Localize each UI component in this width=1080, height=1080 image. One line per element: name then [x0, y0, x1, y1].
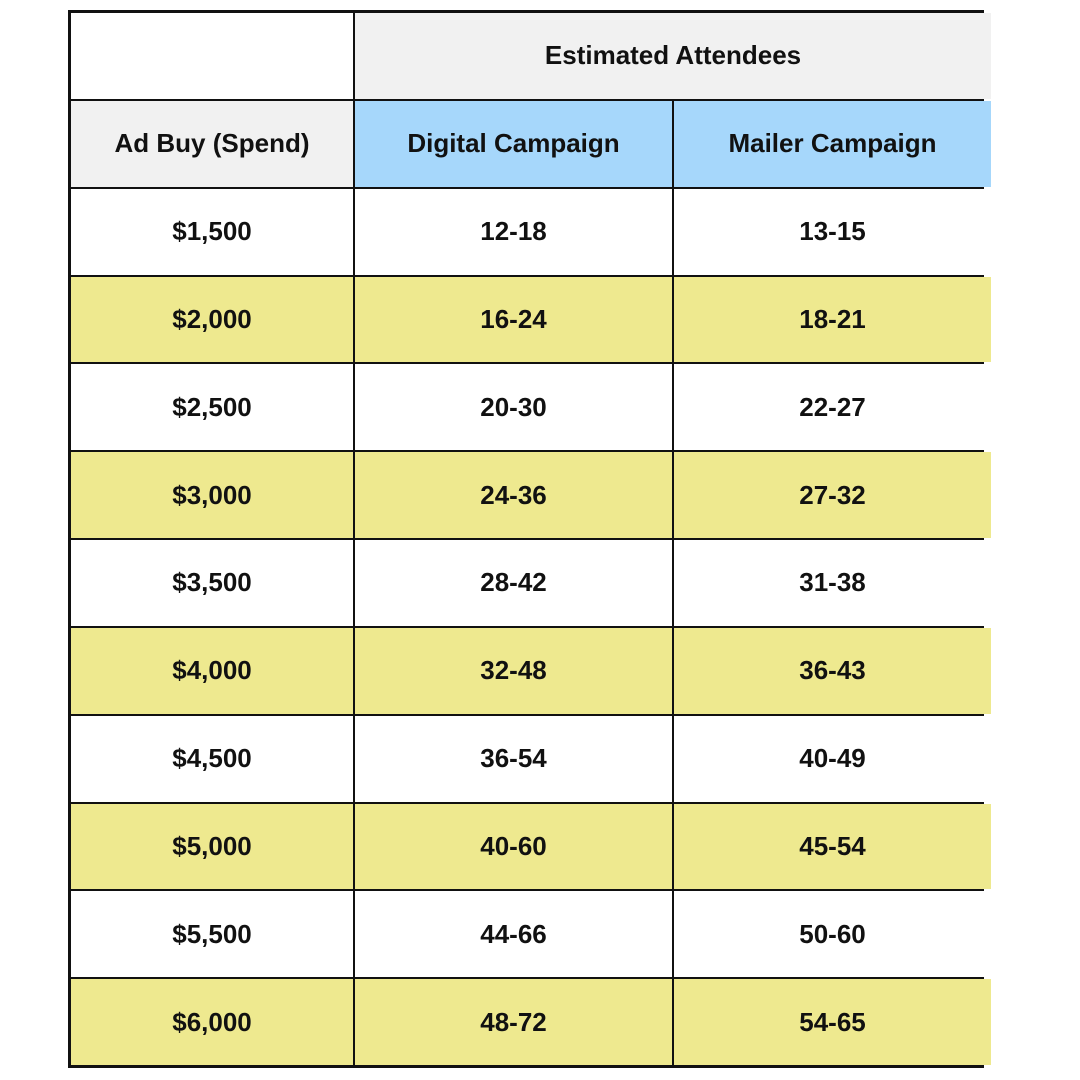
digital-cell: 24-36	[355, 452, 672, 538]
spend-cell: $4,000	[71, 628, 353, 714]
digital-cell: 28-42	[355, 540, 672, 626]
spend-cell: $6,000	[71, 979, 353, 1065]
column-header-digital: Digital Campaign	[355, 101, 672, 187]
spend-cell: $3,000	[71, 452, 353, 538]
digital-cell: 16-24	[355, 277, 672, 363]
spend-cell: $5,500	[71, 891, 353, 977]
mailer-cell: 54-65	[674, 979, 991, 1065]
spend-cell: $5,000	[71, 804, 353, 890]
header-empty-cell	[71, 13, 353, 99]
spend-cell: $2,500	[71, 364, 353, 450]
mailer-cell: 22-27	[674, 364, 991, 450]
mailer-cell: 18-21	[674, 277, 991, 363]
attendees-table	[68, 10, 984, 1068]
mailer-cell: 45-54	[674, 804, 991, 890]
mailer-cell: 36-43	[674, 628, 991, 714]
digital-cell: 40-60	[355, 804, 672, 890]
mailer-cell: 50-60	[674, 891, 991, 977]
spend-cell: $3,500	[71, 540, 353, 626]
column-header-mailer: Mailer Campaign	[674, 101, 991, 187]
digital-cell: 32-48	[355, 628, 672, 714]
spend-cell: $1,500	[71, 189, 353, 275]
mailer-cell: 40-49	[674, 716, 991, 802]
digital-cell: 20-30	[355, 364, 672, 450]
column-header-spend: Ad Buy (Spend)	[71, 101, 353, 187]
spend-cell: $4,500	[71, 716, 353, 802]
mailer-cell: 27-32	[674, 452, 991, 538]
estimated-attendees-header: Estimated Attendees	[355, 13, 991, 99]
digital-cell: 44-66	[355, 891, 672, 977]
spend-cell: $2,000	[71, 277, 353, 363]
mailer-cell: 31-38	[674, 540, 991, 626]
digital-cell: 36-54	[355, 716, 672, 802]
digital-cell: 48-72	[355, 979, 672, 1065]
mailer-cell: 13-15	[674, 189, 991, 275]
digital-cell: 12-18	[355, 189, 672, 275]
